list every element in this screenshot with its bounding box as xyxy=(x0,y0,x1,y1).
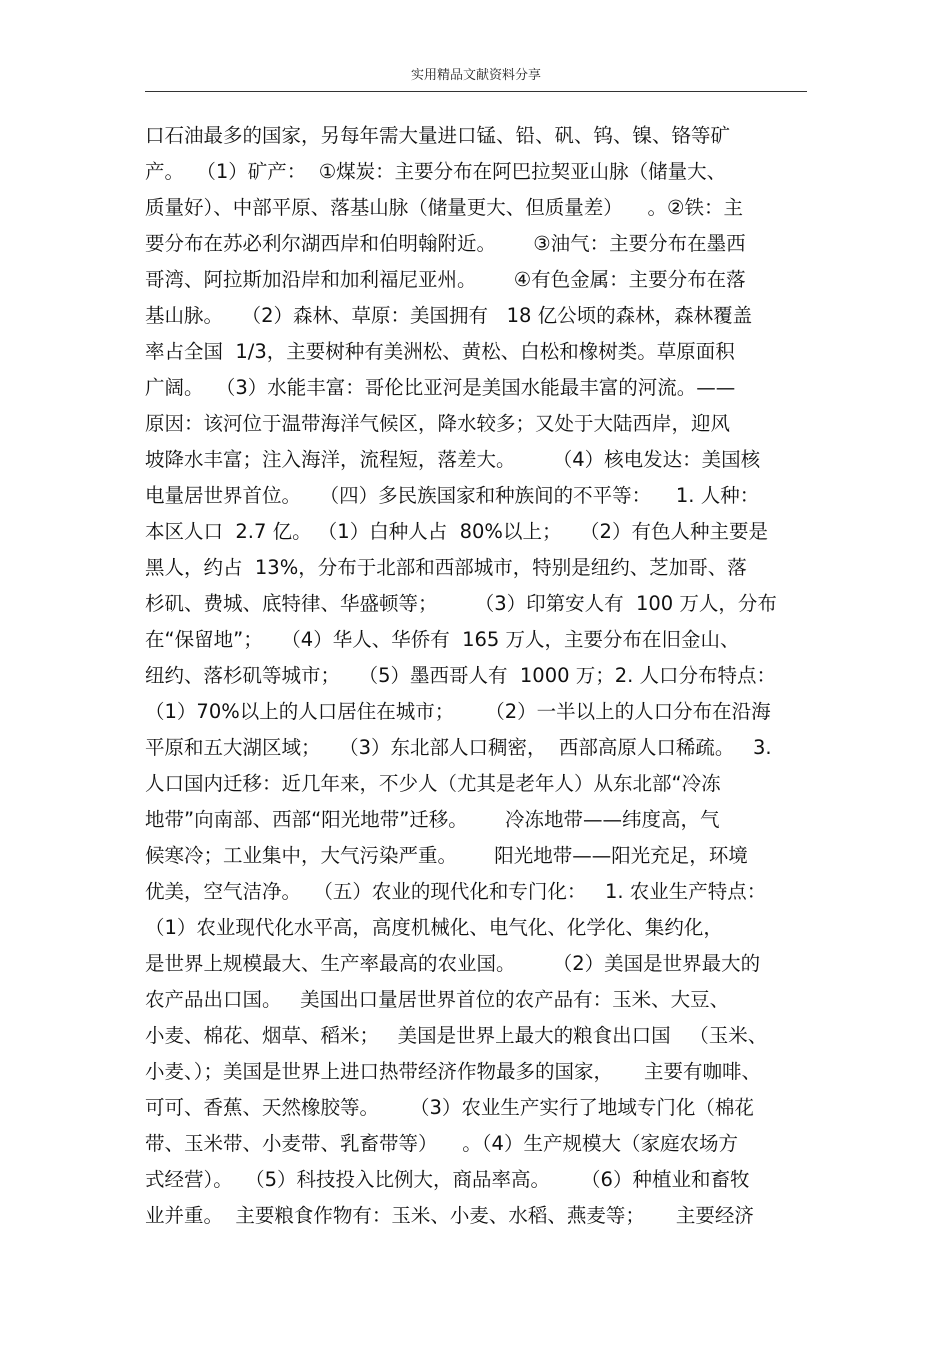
text-line: 在“保留地”； （4）华人、华侨有 165 万人，主要分布在旧金山、 xyxy=(145,628,740,651)
text-line: 平原和五大湖区域； （3）东北部人口稠密， 西部高原人口稀疏。 3. xyxy=(145,736,772,759)
text-line: 是世界上规模最大、生产率最高的农业国。 （2）美国是世界最大的 xyxy=(145,952,761,975)
text-line: 业并重。 主要粮食作物有：玉米、小麦、水稻、燕麦等； 主要经济 xyxy=(145,1204,754,1227)
text-line: 优美，空气洁净。 （五）农业的现代化和专门化： 1. 农业生产特点： xyxy=(145,880,767,903)
text-line: 口石油最多的国家，另每年需大量进口锰、铅、矾、钨、镍、铬等矿 xyxy=(145,124,731,147)
text-line: 基山脉。 （2）森林、草原：美国拥有 18 亿公顷的森林，森林覆盖 xyxy=(145,304,753,327)
text-line: 可可、香蕉、天然橡胶等。 （3）农业生产实行了地域专门化（棉花 xyxy=(145,1096,754,1119)
text-line: 候寒冷；工业集中，大气污染严重。 阳光地带——阳光充足，环境 xyxy=(145,844,748,867)
text-line: 广阔。 （3）水能丰富：哥伦比亚河是美国水能最丰富的河流。—— xyxy=(145,376,736,399)
text-line: 本区人口 2.7 亿。 （1）白种人占 80%以上； （2）有色人种主要是 xyxy=(145,520,768,543)
text-line: 要分布在苏必利尔湖西岸和伯明翰附近。 ③油气：主要分布在墨西 xyxy=(145,232,746,255)
text-line: 带、玉米带、小麦带、乳畜带等） 。（4）生产规模大（家庭农场方 xyxy=(145,1132,738,1155)
text-line: （1）农业现代化水平高，高度机械化、电气化、化学化、集约化， xyxy=(145,916,723,939)
text-line: 产。 （1）矿产： ①煤炭：主要分布在阿巴拉契亚山脉（储量大、 xyxy=(145,160,727,183)
text-line: 农产品出口国。 美国出口量居世界首位的农产品有：玉米、大豆、 xyxy=(145,988,730,1011)
text-line: 电量居世界首位。 （四）多民族国家和种族间的不平等： 1. 人种： xyxy=(145,484,760,507)
text-line: 坡降水丰富；注入海洋，流程短，落差大。 （4）核电发达：美国核 xyxy=(145,448,761,471)
text-line: 人口国内迁移：近几年来，不少人（尤其是老年人）从东北部“冷冻 xyxy=(145,772,721,795)
text-line: （1）70%以上的人口居住在城市； （2）一半以上的人口分布在沿海 xyxy=(145,700,771,723)
text-line: 黑人，约占 13%，分布于北部和西部城市，特别是纽约、芝加哥、落 xyxy=(145,556,747,579)
text-line: 纽约、落杉矶等城市； （5）墨西哥人有 1000 万；2. 人口分布特点： xyxy=(145,664,777,687)
text-line: 杉矶、费城、底特律、华盛顿等； （3）印第安人有 100 万人，分布 xyxy=(145,592,777,615)
text-line: 小麦、）；美国是世界上进口热带经济作物最多的国家， 主要有咖啡、 xyxy=(145,1060,761,1083)
text-line: 地带”向南部、西部“阳光地带”迁移。 冷冻地带——纬度高，气 xyxy=(145,808,720,831)
text-line: 原因：该河位于温带海洋气候区，降水较多；又处于大陆西岸，迎风 xyxy=(145,412,731,435)
page-header: 实用精品文献资料分享 xyxy=(410,68,541,83)
text-line: 哥湾、阿拉斯加沿岸和加利福尼亚州。 ④有色金属：主要分布在落 xyxy=(145,268,746,291)
header-divider xyxy=(145,91,807,92)
text-line: 率占全国 1/3，主要树种有美洲松、黄松、白松和橡树类。草原面积 xyxy=(145,340,735,363)
text-line: 质量好）、中部平原、落基山脉（储量更大、但质量差） 。②铁：主 xyxy=(145,196,744,219)
body-text xyxy=(145,118,815,1234)
text-line: 式经营）。 （5）科技投入比例大，商品率高。 （6）种植业和畜牧 xyxy=(145,1168,750,1191)
text-line: 小麦、棉花、烟草、稻米； 美国是世界上最大的粮食出口国 （玉米、 xyxy=(145,1024,768,1047)
